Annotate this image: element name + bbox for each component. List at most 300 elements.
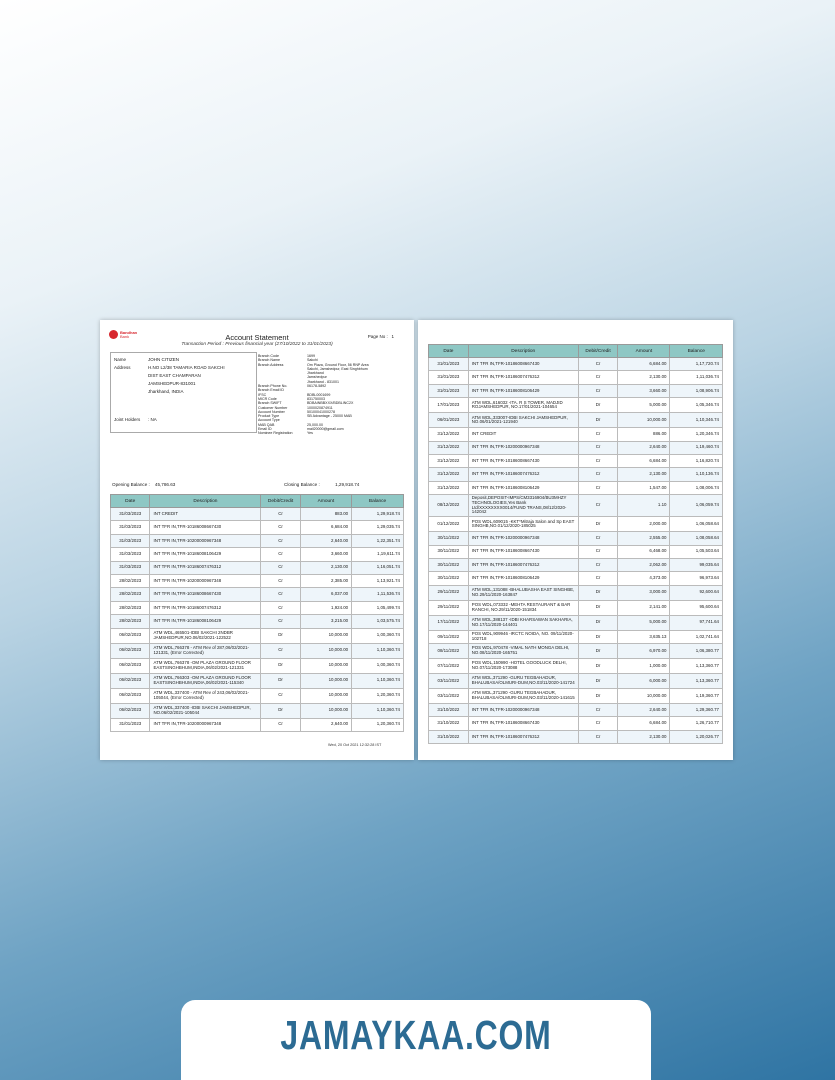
- cell-bal: 1,10,346.74: [670, 413, 723, 428]
- column-header: Amount: [618, 345, 670, 358]
- cell-amt: 3,660.00: [300, 548, 351, 561]
- cell-date: 30/11/2022: [429, 545, 469, 558]
- cell-date: 06/02/2023: [111, 688, 150, 703]
- cell-amt: 10,000.00: [300, 643, 351, 658]
- cell-desc: ATM WDL,616032 -ITA. R S TOWER, MADJID ROJAMSHEDPUR, NO.17/01/2021-104654: [468, 398, 578, 413]
- cell-bal: 1,19,360.77: [670, 689, 723, 704]
- table-row: [111, 601, 404, 614]
- cell-date: 17/01/2023: [429, 398, 469, 413]
- cell-bal: 1,10,360.74: [352, 643, 404, 658]
- cell-bal: 1,05,499.74: [352, 601, 404, 614]
- cell-desc: ATM WDL,766378 -OM PLAZA GROUND FLOOR EASTSINGHBHUM,INDIA,06/02/2021-121331: [150, 658, 261, 673]
- branch-details: [258, 354, 408, 436]
- cell-amt: 3,215.00: [300, 615, 351, 628]
- cell-desc: POS WDL,970478 -VIMAL NATH MONGA DELHI, NO.08/11/2020-165751: [468, 644, 578, 659]
- cell-dc: Dr: [578, 689, 618, 704]
- cell-desc: INT TFR IN,TFR-10186008667430: [468, 717, 578, 730]
- cell-dc: Cr: [578, 558, 618, 571]
- cell-date: 31/12/2022: [429, 468, 469, 481]
- branch-field-value: Sakchi: [307, 358, 318, 363]
- cell-bal: 1,22,351.74: [352, 534, 404, 547]
- cell-bal: 1,03,575.74: [352, 615, 404, 628]
- cell-desc: INT TFR IN,TFR-10186007476312: [150, 561, 261, 574]
- cell-amt: 2,062.00: [618, 558, 670, 571]
- cell-bal: 1,05,503.64: [670, 545, 723, 558]
- cell-dc: Dr: [578, 659, 618, 674]
- print-timestamp: Wed, 20 Oct 2021 12:32:28 IST: [328, 743, 382, 747]
- cell-desc: ATM WDL,371290 -GURU TEGBAHADUR, BHALUBASA/OLMURI-DUM,NO.03/11/2020-141724: [468, 674, 578, 689]
- cell-desc: INT TFR IN,TFR-10200000967348: [150, 534, 261, 547]
- cell-date: 28/02/2023: [111, 588, 150, 601]
- branch-field-value: 06178-5892: [307, 384, 327, 389]
- cell-bal: 1,00,360.74: [352, 658, 404, 673]
- table-row: [111, 588, 404, 601]
- cell-amt: 6,684.00: [618, 358, 670, 371]
- cell-desc: INT TFR IN,TFR-10186008106429: [468, 384, 578, 397]
- cell-dc: Cr: [261, 534, 300, 547]
- customer-label: Address: [114, 365, 131, 370]
- cell-amt: 2,130.00: [618, 468, 670, 481]
- branch-field-value: Yes: [307, 431, 313, 436]
- cell-desc: INT TFR IN,TFR-10186007476312: [468, 468, 578, 481]
- cell-amt: 5,000.00: [618, 615, 670, 630]
- table-row: [429, 600, 723, 615]
- table-row: [111, 561, 404, 574]
- cell-amt: 883.00: [300, 508, 351, 521]
- cell-date: 31/03/2023: [111, 508, 150, 521]
- cell-amt: 2,640.00: [618, 704, 670, 717]
- cell-amt: 10,000.00: [300, 628, 351, 643]
- cell-bal: 1,20,360.74: [352, 688, 404, 703]
- branch-field-label: Branch Code: [258, 354, 279, 358]
- cell-amt: 1,924.00: [300, 601, 351, 614]
- cell-date: 31/03/2023: [111, 534, 150, 547]
- branch-field-value: 831750003: [307, 396, 325, 401]
- cell-date: 06/02/2023: [111, 703, 150, 718]
- cell-date: 06/02/2023: [111, 673, 150, 688]
- cell-dc: Dr: [578, 615, 618, 630]
- table-row: [111, 628, 404, 643]
- branch-field-value: Om Plaza, Ground Floor, 56 RNP Area Sakchi, Jamshedpur, East Singhbhum Jharkhand Jamshedpur Jharkhand - 831001: [307, 362, 369, 384]
- cell-date: 28/02/2023: [111, 574, 150, 587]
- cell-dc: Dr: [261, 703, 300, 718]
- cell-date: 29/11/2022: [429, 585, 469, 600]
- cell-dc: Cr: [261, 561, 300, 574]
- branch-field-label: Branch SWIFT: [258, 401, 282, 406]
- cell-desc: Deposit,DEPOSIT-IMPS/CM3316904/BU3MHZY TECHNOLOGIES,Yes Bank Ltd/XXXXXXXX0014/FUND TRANS,08/12/2020-142042: [468, 495, 578, 517]
- customer-details: [110, 352, 257, 433]
- table-row: [111, 615, 404, 628]
- cell-date: 30/11/2022: [429, 572, 469, 585]
- cell-dc: Cr: [578, 371, 618, 384]
- cell-amt: 6,684.00: [300, 521, 351, 534]
- branch-field: [258, 363, 408, 384]
- cell-dc: Cr: [261, 548, 300, 561]
- branch-field-value: 1699: [307, 354, 315, 358]
- table-row: [429, 413, 723, 428]
- cell-date: 31/01/2023: [429, 371, 469, 384]
- cell-bal: 1,29,918.74: [352, 508, 404, 521]
- cell-date: 06/02/2023: [111, 643, 150, 658]
- cell-amt: 2,640.00: [300, 718, 351, 731]
- customer-value: : NA: [148, 417, 157, 422]
- cell-amt: 1.10: [618, 495, 670, 517]
- transactions-table-page-2: [428, 344, 723, 744]
- cell-amt: 2,555.00: [618, 532, 670, 545]
- cell-dc: Cr: [261, 521, 300, 534]
- table-row: [111, 548, 404, 561]
- cell-dc: Cr: [261, 615, 300, 628]
- cell-dc: Cr: [578, 468, 618, 481]
- cell-desc: INT TFR IN,TFR-10200000967348: [150, 718, 261, 731]
- table-row: [429, 615, 723, 630]
- table-row: [111, 673, 404, 688]
- transaction-period: Transaction Period : Previous financial year (27/10/2022 to 31/01/2023): [181, 342, 333, 347]
- cell-date: 28/02/2023: [111, 601, 150, 614]
- table-row: [111, 574, 404, 587]
- cell-amt: 6,468.00: [618, 545, 670, 558]
- cell-date: 31/03/2023: [111, 548, 150, 561]
- branch-field-value: mail20000@gmail.com: [307, 427, 344, 432]
- cell-desc: POS WDL,150990 -HOTEL GOODLUCK DELHI, NO.07/11/2020-173088: [468, 659, 578, 674]
- cell-date: 31/12/2022: [429, 428, 469, 441]
- cell-bal: 1,05,346.74: [670, 398, 723, 413]
- cell-bal: 1,10,360.74: [352, 673, 404, 688]
- closing-balance: Closing Balance : 1,29,918.74: [284, 482, 360, 487]
- cell-bal: 1,20,346.74: [670, 428, 723, 441]
- bank-name: Bandhan: [120, 329, 138, 335]
- cell-desc: INT TFR IN,TFR-10186008106429: [468, 481, 578, 494]
- cell-dc: Cr: [578, 454, 618, 467]
- cell-bal: 1,06,380.77: [670, 644, 723, 659]
- cell-desc: INT TFR IN,TFR-10186008667430: [468, 545, 578, 558]
- cell-bal: 1,08,058.64: [670, 532, 723, 545]
- cell-bal: 1,13,921.74: [352, 574, 404, 587]
- cell-desc: INT TFR IN,TFR-10186008667430: [468, 358, 578, 371]
- column-header: Debit/Credit: [261, 495, 300, 508]
- customer-value: JAMSHEDPUR-831001: [148, 381, 196, 386]
- cell-bal: 1,08,006.74: [670, 481, 723, 494]
- cell-dc: Cr: [578, 704, 618, 717]
- cell-dc: Cr: [578, 428, 618, 441]
- cell-date: 31/12/2022: [429, 441, 469, 454]
- table-row: [429, 398, 723, 413]
- cell-amt: 2,141.00: [618, 600, 670, 615]
- cell-dc: Cr: [578, 545, 618, 558]
- cell-dc: Cr: [578, 358, 618, 371]
- cell-amt: 4,373.00: [618, 572, 670, 585]
- cell-date: 03/11/2022: [429, 674, 469, 689]
- cell-bal: 1,26,710.77: [670, 717, 723, 730]
- cell-bal: 1,29,035.74: [352, 521, 404, 534]
- cell-date: 29/11/2022: [429, 600, 469, 615]
- cell-amt: 10,000.00: [618, 413, 670, 428]
- cell-amt: 10,000.00: [300, 658, 351, 673]
- cell-dc: Cr: [578, 532, 618, 545]
- cell-desc: INT TFR IN,TFR-10186008106429: [150, 548, 261, 561]
- table-row: [429, 689, 723, 704]
- cell-desc: ATM WDL,337400 - ATM Rev of 243,06/02/2021-105044, (Error Corrected): [150, 688, 261, 703]
- branch-field-value: 25,000.00: [307, 422, 323, 427]
- cell-amt: 6,000.00: [618, 674, 670, 689]
- column-header: Description: [150, 495, 261, 508]
- cell-dc: Dr: [578, 517, 618, 532]
- column-header: Balance: [352, 495, 404, 508]
- table-row: [429, 572, 723, 585]
- cell-bal: 1,06,058.64: [670, 517, 723, 532]
- branch-field-value: BDBL0001699: [307, 392, 331, 397]
- branch-field: [258, 431, 408, 435]
- opening-balance: Opening Balance : 45,786.63: [112, 482, 176, 487]
- table-row: [111, 658, 404, 673]
- cell-bal: 1,29,360.77: [670, 704, 723, 717]
- branch-field-value: 1000020874911: [307, 405, 333, 410]
- cell-date: 09/11/2022: [429, 630, 469, 643]
- cell-bal: 1,17,720.74: [670, 358, 723, 371]
- cell-dc: Cr: [578, 730, 618, 743]
- table-row: [429, 644, 723, 659]
- cell-amt: 2,640.00: [618, 441, 670, 454]
- cell-bal: 96,973.64: [670, 572, 723, 585]
- cell-date: 03/11/2022: [429, 689, 469, 704]
- table-row: [429, 532, 723, 545]
- table-row: [111, 534, 404, 547]
- cell-date: 30/11/2022: [429, 558, 469, 571]
- cell-desc: INT TFR IN,TFR-10200000967348: [468, 441, 578, 454]
- cell-date: 31/12/2022: [429, 481, 469, 494]
- cell-desc: ATM WDL,766303 -OM PLAZA GROUND FLOOR EASTSINGHBHUM,INDIA,06/02/2021-115340: [150, 673, 261, 688]
- table-row: [429, 454, 723, 467]
- table-row: [429, 384, 723, 397]
- cell-bal: 1,16,051.74: [352, 561, 404, 574]
- cell-desc: ATM WDL,766378 - ATM Rev of 287,06/02/2021-121331, (Error Corrected): [150, 643, 261, 658]
- cell-bal: 99,035.64: [670, 558, 723, 571]
- cell-amt: 3,660.00: [618, 384, 670, 397]
- table-row: [429, 468, 723, 481]
- cell-dc: Cr: [261, 718, 300, 731]
- transactions-table-page-1: [110, 494, 404, 732]
- statement-title: Account Statement: [225, 333, 289, 342]
- cell-bal: 1,11,536.74: [352, 588, 404, 601]
- branch-field-label: Nominee Registration: [258, 431, 293, 436]
- table-row: [429, 441, 723, 454]
- table-row: [429, 481, 723, 494]
- cell-desc: INT TFR IN,TFR-10186008667430: [468, 454, 578, 467]
- cell-dc: Dr: [578, 413, 618, 428]
- cell-amt: 6,970.00: [618, 644, 670, 659]
- branch-field-label: IFSC: [258, 392, 267, 397]
- branch-field-label: Branch Name: [258, 358, 280, 363]
- cell-dc: Cr: [578, 495, 618, 517]
- cell-dc: Cr: [261, 588, 300, 601]
- cell-date: 06/01/2023: [429, 413, 469, 428]
- branch-field-label: Branch Phone No.: [258, 384, 288, 389]
- table-row: [429, 585, 723, 600]
- cell-desc: ATM WDL,333007-IDBI SAKCHI JAMSHEDPUR, NO.06/01/2021-121940: [468, 413, 578, 428]
- cell-amt: 10,000.00: [300, 703, 351, 718]
- cell-amt: 1,000.00: [618, 659, 670, 674]
- branch-field-value: BDBAINBBXXX/BDBLINC2X: [307, 401, 354, 406]
- cell-amt: 10,000.00: [300, 673, 351, 688]
- cell-desc: INT TFR IN,TFR-10200000967348: [468, 704, 578, 717]
- cell-date: 31/01/2023: [111, 718, 150, 731]
- table-row: [111, 688, 404, 703]
- bank-sub: Bank: [120, 333, 130, 339]
- cell-date: 30/11/2022: [429, 532, 469, 545]
- cell-amt: 2,640.00: [300, 534, 351, 547]
- branch-field-label: MAB QAB: [258, 422, 275, 427]
- cell-desc: INT TFR IN,TFR-10200000967348: [150, 574, 261, 587]
- cell-bal: 1,10,136.74: [670, 468, 723, 481]
- cell-desc: INT CREDIT: [468, 428, 578, 441]
- cell-amt: 6,684.00: [618, 454, 670, 467]
- branch-field-value: 50100041000278: [307, 409, 335, 414]
- cell-amt: 10,000.00: [300, 688, 351, 703]
- cell-amt: 1,547.00: [618, 481, 670, 494]
- cell-amt: 2,385.00: [300, 574, 351, 587]
- cell-amt: 2,130.00: [618, 730, 670, 743]
- table-row: [429, 545, 723, 558]
- table-row: [429, 704, 723, 717]
- cell-desc: ATM WDL,337400 -IDBI SAKCHI JAMSHEDPUR, NO.06/02/2021-105044: [150, 703, 261, 718]
- cell-dc: Dr: [578, 585, 618, 600]
- cell-desc: ATM WDL,388137 -IDBI KHARSAWAN SAKHARIA, NO.17/11/2020-144401: [468, 615, 578, 630]
- cell-desc: ATM WDL,465501-IDBI SAKCHI 2NDBR JAMSHEDPUR,NO.06/02/2021-122522: [150, 628, 261, 643]
- branch-field-label: Email ID: [258, 427, 272, 432]
- table-row: [429, 358, 723, 371]
- column-header: Description: [468, 345, 578, 358]
- cell-bal: 97,741.64: [670, 615, 723, 630]
- cell-amt: 6,037.00: [300, 588, 351, 601]
- cell-bal: 92,600.64: [670, 585, 723, 600]
- cell-desc: INT TFR IN,TFR-10186008106429: [468, 572, 578, 585]
- column-header: Date: [111, 495, 150, 508]
- cell-desc: POS WDL,909946 -IRCTC NOIDA, NO. 09/11/2020-102718: [468, 630, 578, 643]
- cell-amt: 5,000.00: [618, 398, 670, 413]
- cell-date: 31/10/2022: [429, 704, 469, 717]
- column-header: Amount: [300, 495, 351, 508]
- cell-dc: Dr: [578, 674, 618, 689]
- cell-dc: Dr: [578, 600, 618, 615]
- cell-bal: 1,19,611.74: [352, 548, 404, 561]
- cell-bal: 1,13,360.77: [670, 659, 723, 674]
- page-number: Page No : 1: [367, 334, 394, 339]
- cell-bal: 95,600.64: [670, 600, 723, 615]
- branch-field-label: Branch Email ID: [258, 388, 284, 393]
- table-row: [111, 508, 404, 521]
- cell-dc: Cr: [261, 688, 300, 703]
- cell-dc: Cr: [578, 717, 618, 730]
- cell-dc: Cr: [261, 601, 300, 614]
- branch-field-label: Account Type: [258, 418, 280, 423]
- customer-label: Joint Holders: [114, 417, 141, 422]
- cell-desc: INT TFR IN,TFR-10186007476312: [468, 558, 578, 571]
- cell-date: 01/12/2022: [429, 517, 469, 532]
- table-row: [111, 703, 404, 718]
- customer-value: JOHN CITIZEN: [148, 357, 179, 362]
- cell-dc: Dr: [261, 673, 300, 688]
- cell-dc: Cr: [261, 643, 300, 658]
- cell-dc: Cr: [261, 574, 300, 587]
- statement-page-2: [418, 320, 733, 760]
- cell-desc: POS WDL,609015 -KKT*Mitraja Salon and Sp EAST SINGHB,NO.01/12/2020-185025: [468, 517, 578, 532]
- cell-date: 31/03/2023: [111, 521, 150, 534]
- cell-amt: 2,000.00: [618, 517, 670, 532]
- cell-amt: 886.00: [618, 428, 670, 441]
- cell-bal: 1,19,460.74: [670, 441, 723, 454]
- branch-field-label: Customer Number: [258, 405, 288, 410]
- cell-date: 08/11/2022: [429, 644, 469, 659]
- cell-desc: INT TFR IN,TFR-10186008106429: [150, 615, 261, 628]
- column-header: Date: [429, 345, 469, 358]
- cell-desc: INT TFR IN,TFR-10186007476312: [468, 371, 578, 384]
- cell-date: 06/02/2023: [111, 628, 150, 643]
- cell-desc: INT TFR IN,TFR-10186007476312: [150, 601, 261, 614]
- cell-date: 31/12/2022: [429, 454, 469, 467]
- table-row: [429, 630, 723, 643]
- cell-amt: 2,130.00: [300, 561, 351, 574]
- table-row: [429, 674, 723, 689]
- cell-bal: 1,08,906.74: [670, 384, 723, 397]
- cell-bal: 1,06,059.74: [670, 495, 723, 517]
- cell-dc: Cr: [578, 481, 618, 494]
- cell-desc: INT TFR IN,TFR-10200000967348: [468, 532, 578, 545]
- cell-bal: 1,16,820.74: [670, 454, 723, 467]
- table-row: [111, 521, 404, 534]
- cell-bal: 1,10,360.74: [352, 703, 404, 718]
- site-name[interactable]: JAMAYKAA.COM: [280, 1012, 552, 1058]
- table-row: [429, 717, 723, 730]
- table-header: [429, 345, 723, 358]
- branch-field-label: MICR Code: [258, 396, 277, 401]
- cell-date: 31/10/2022: [429, 730, 469, 743]
- cell-desc: INT TFR IN,TFR-10186007476312: [468, 730, 578, 743]
- branch-field-value: SB Advantage - 25000 MAB: [307, 414, 352, 419]
- cell-desc: INT CREDIT: [150, 508, 261, 521]
- cell-amt: 2,130.00: [618, 371, 670, 384]
- cell-desc: INT TFR IN,TFR-10186008667430: [150, 588, 261, 601]
- cell-date: 17/11/2022: [429, 615, 469, 630]
- table-row: [429, 730, 723, 743]
- cell-dc: Cr: [261, 508, 300, 521]
- branch-field-label: Account Number: [258, 409, 285, 414]
- table-header: [111, 495, 404, 508]
- table-row: [111, 718, 404, 731]
- cell-dc: Dr: [578, 630, 618, 643]
- cell-amt: 3,635.13: [618, 630, 670, 643]
- cell-date: 28/02/2023: [111, 615, 150, 628]
- cell-bal: 1,11,036.74: [670, 371, 723, 384]
- cell-dc: Dr: [578, 644, 618, 659]
- cell-date: 31/01/2023: [429, 384, 469, 397]
- cell-dc: Dr: [261, 658, 300, 673]
- cell-bal: 1,20,026.77: [670, 730, 723, 743]
- statement-page-1: [100, 320, 414, 760]
- table-row: [429, 558, 723, 571]
- cell-desc: INT TFR IN,TFR-10186008667430: [150, 521, 261, 534]
- table-row: [429, 495, 723, 517]
- table-row: [429, 371, 723, 384]
- cell-amt: 6,684.00: [618, 717, 670, 730]
- cell-amt: 3,000.00: [618, 585, 670, 600]
- customer-label: Name: [114, 357, 127, 362]
- cell-date: 31/03/2023: [111, 561, 150, 574]
- cell-date: 08/12/2022: [429, 495, 469, 517]
- customer-value: H.NO L2/38 TAMARIA ROAD SAKCHI: [148, 365, 225, 370]
- cell-desc: POS WDL,073332 -MEHTA RESTAURANT & BAR RANCHI, NO.29/11/2020-151834: [468, 600, 578, 615]
- cell-bal: 1,13,360.77: [670, 674, 723, 689]
- cell-desc: ATM WDL,371290 -GURU TEGBAHADUR, BHALUBASA/OLMURI-DUM,NO.03/11/2020-141615: [468, 689, 578, 704]
